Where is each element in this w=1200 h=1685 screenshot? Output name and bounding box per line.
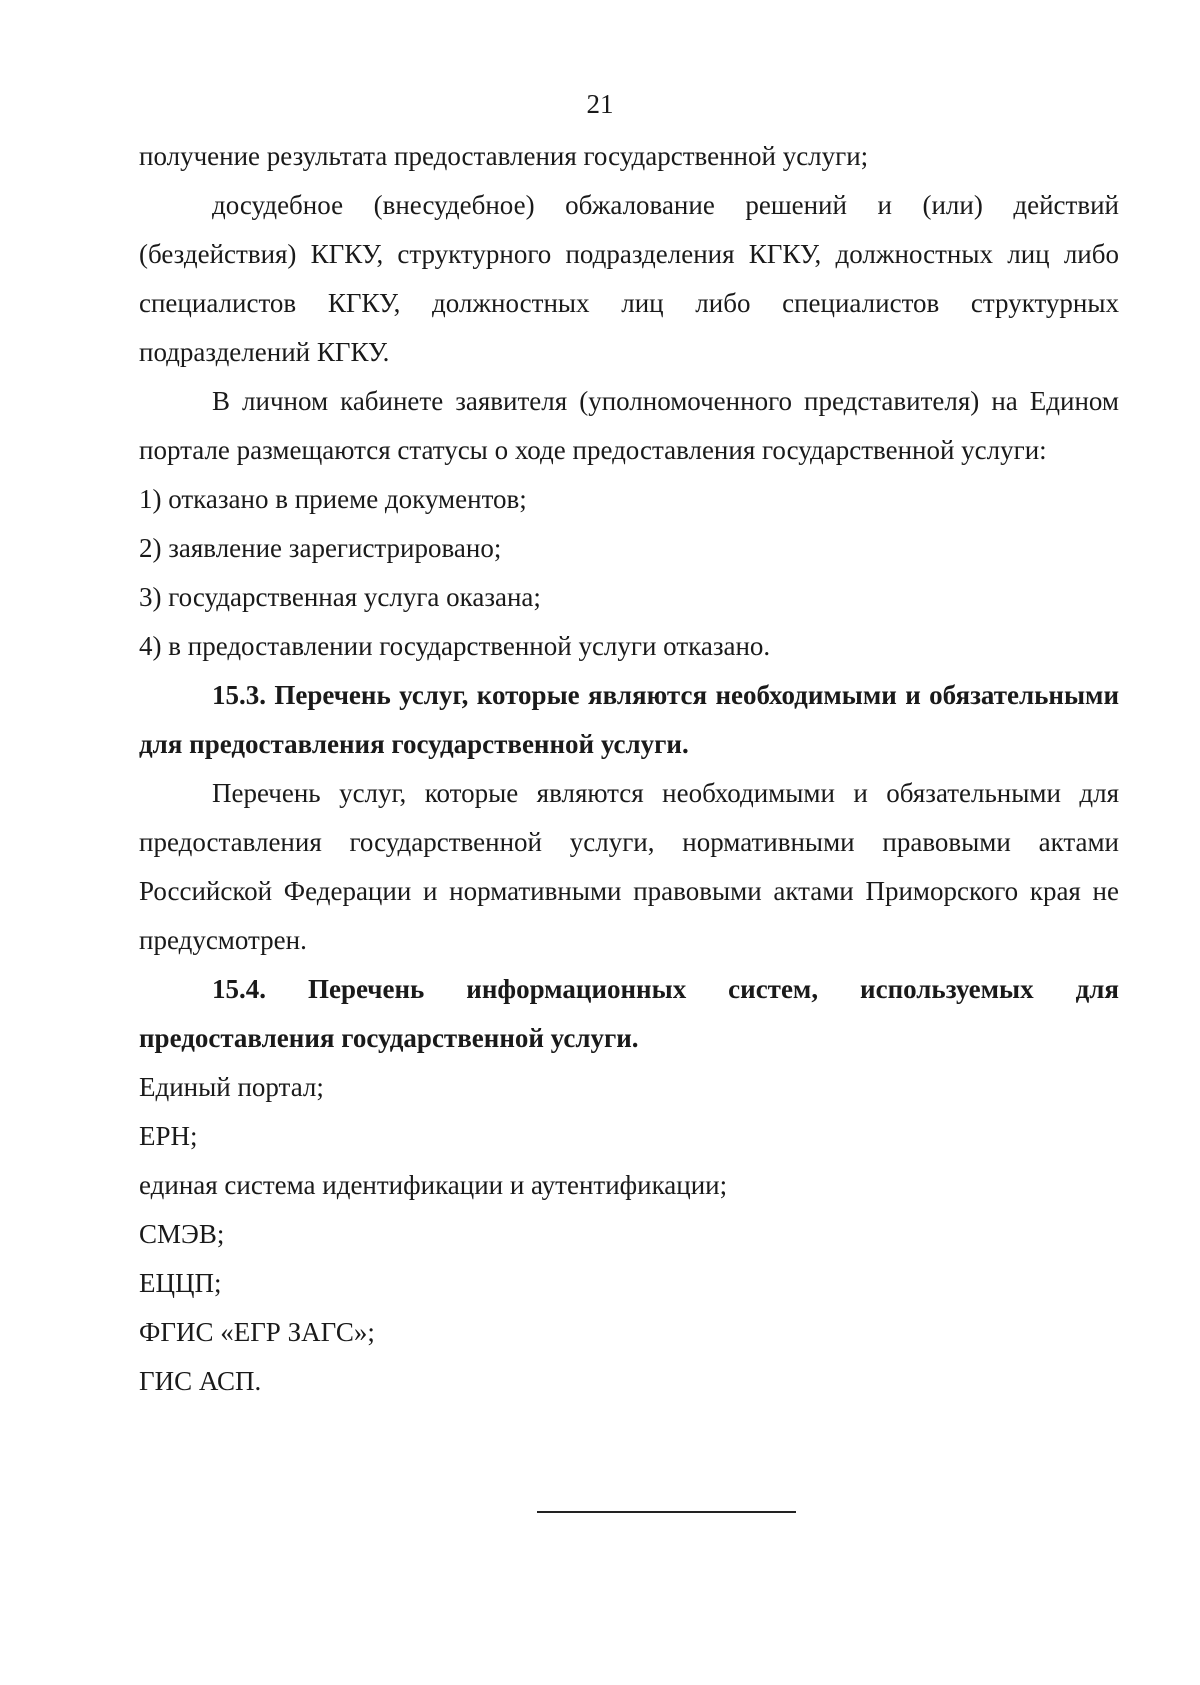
section-15-4-heading: 15.4. Перечень информационных систем, используемых для предоставления государственной услуги.	[139, 974, 1119, 1053]
system-item: ЕЦЦП;	[139, 1268, 222, 1298]
system-item: ЕРН;	[139, 1121, 198, 1151]
paragraph-appeal: досудебное (внесудебное) обжалование решений и (или) действий (бездействия) КГКУ, структурного подразделения КГКУ, должностных лиц либо специалистов КГКУ, должностных лиц либо специалистов структурных подразделений КГКУ.	[139, 190, 1119, 367]
status-item: 1) отказано в приеме документов;	[139, 484, 527, 514]
system-item: единая система идентификации и аутентификации;	[139, 1170, 728, 1200]
document-body	[139, 132, 1119, 1406]
status-item: 3) государственная услуга оказана;	[139, 582, 541, 612]
page-number: 21	[586, 89, 614, 119]
closing-rule	[537, 1511, 796, 1513]
section-15-3-body: Перечень услуг, которые являются необходимыми и обязательными для предоставления государственной услуги, нормативными правовыми актами Российской Федерации и нормативными правовыми актами Приморского края не предусмотрен.	[139, 778, 1119, 955]
paragraph-result: получение результата предоставления государственной услуги;	[139, 141, 869, 171]
system-item: ГИС АСП.	[139, 1366, 262, 1396]
system-item: ФГИС «ЕГР ЗАГС»;	[139, 1317, 375, 1347]
paragraph-cabinet: В личном кабинете заявителя (уполномоченного представителя) на Едином портале размещаются статусы о ходе предоставления государственной услуги:	[139, 386, 1119, 465]
section-15-3-heading: 15.3. Перечень услуг, которые являются необходимыми и обязательными для предоставления государственной услуги.	[139, 680, 1119, 759]
system-item: СМЭВ;	[139, 1219, 225, 1249]
status-item: 4) в предоставлении государственной услуги отказано.	[139, 631, 771, 661]
status-item: 2) заявление зарегистрировано;	[139, 533, 502, 563]
system-item: Единый портал;	[139, 1072, 324, 1102]
